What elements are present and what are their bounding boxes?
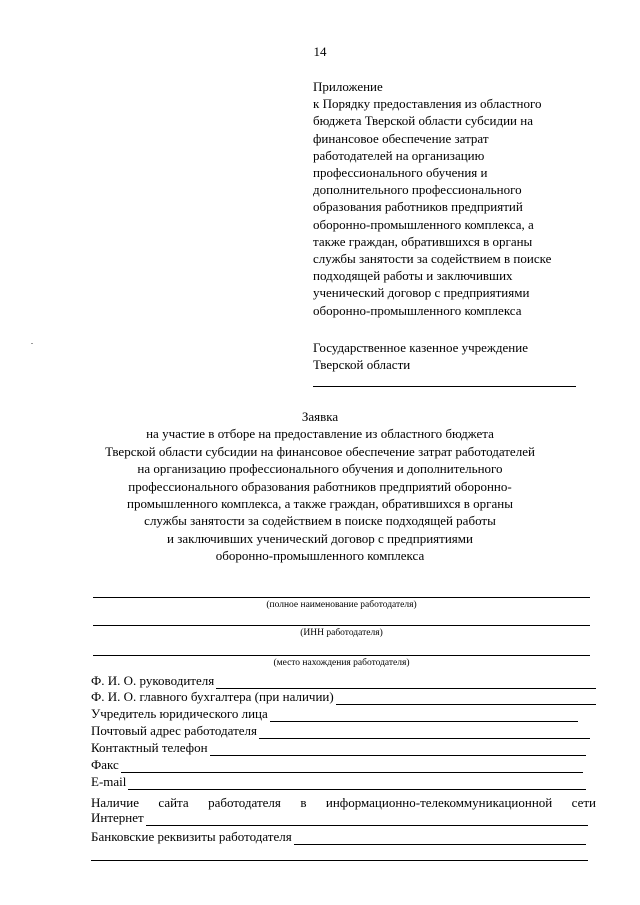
appendix-line: службы занятости за содействием в поиске xyxy=(313,251,552,267)
founder-input-line[interactable] xyxy=(270,709,578,722)
appendix-line: к Порядку предоставления из областного xyxy=(313,96,542,112)
application-line: на участие в отборе на предоставление из областного бюджета xyxy=(146,426,494,442)
email-input-line[interactable] xyxy=(128,777,586,790)
application-line: службы занятости за содействием в поиске подходящей работы xyxy=(144,513,496,529)
inn-caption: (ИНН работодателя) xyxy=(300,628,383,638)
fax-field xyxy=(91,757,583,773)
founder-field xyxy=(91,706,578,722)
appendix-line: бюджета Тверской области субсидии на xyxy=(313,113,533,129)
application-line: профессионального образования работников предприятий оборонно- xyxy=(128,478,512,494)
full-name-blank-line[interactable] xyxy=(93,597,590,598)
application-line: на организацию профессионального обучения и дополнительного xyxy=(137,461,503,477)
phone-label: Контактный телефон xyxy=(91,740,208,755)
application-line: и заключивших ученический договор с предприятиями xyxy=(167,530,473,546)
website-field xyxy=(91,810,588,826)
application-line: оборонно-промышленного комплекса xyxy=(215,548,425,564)
bank-details-label: Банковские реквизиты работодателя xyxy=(91,829,292,844)
bank-details-input-line[interactable] xyxy=(294,832,586,845)
head-name-field xyxy=(91,673,596,689)
head-name-input-line[interactable] xyxy=(216,676,596,689)
phone-input-line[interactable] xyxy=(210,743,586,756)
appendix-line: финансовое обеспечение затрат xyxy=(313,130,489,146)
inn-blank-line[interactable] xyxy=(93,625,590,626)
page-number: 14 xyxy=(313,44,327,59)
founder-label: Учредитель юридического лица xyxy=(91,706,268,721)
phone-field xyxy=(91,740,586,756)
head-name-label: Ф. И. О. руководителя xyxy=(91,673,215,688)
website-field-line1 xyxy=(91,795,596,811)
appendix-line: работодателей на организацию xyxy=(313,147,485,163)
institution-line: Государственное казенное учреждение xyxy=(313,340,528,355)
appendix-line: оборонно-промышленного комплекса, а xyxy=(313,216,534,232)
institution-blank-line[interactable] xyxy=(313,386,576,387)
website-input-line[interactable] xyxy=(146,813,588,826)
application-line: промышленного комплекса, а также граждан, обратившихся в органы xyxy=(127,496,513,512)
institution-line: Тверской области xyxy=(313,357,411,372)
application-title-block xyxy=(0,408,640,565)
appendix-line: подходящей работы и заключивших xyxy=(313,268,513,284)
appendix-line: также граждан, обратившихся в органы xyxy=(313,233,533,249)
fax-input-line[interactable] xyxy=(121,760,583,773)
full-name-caption: (полное наименование работодателя) xyxy=(266,600,417,610)
location-blank-line[interactable] xyxy=(93,655,590,656)
appendix-block xyxy=(313,78,613,319)
appendix-line: ученический договор с предприятиями xyxy=(313,285,530,301)
institution-block xyxy=(313,339,613,373)
application-title: Заявка xyxy=(301,409,339,424)
website-label-line1: Наличие сайта работодателя в информационно-телекоммуникационной сети xyxy=(91,795,596,810)
appendix-line: оборонно-промышленного комплекса xyxy=(313,302,522,318)
margin-mark xyxy=(31,343,33,344)
postal-address-field xyxy=(91,723,590,739)
email-label: E-mail xyxy=(91,774,127,789)
website-label-line2: Интернет xyxy=(91,810,144,825)
postal-address-input-line[interactable] xyxy=(259,726,590,739)
location-caption: (место нахождения работодателя) xyxy=(273,658,410,668)
chief-accountant-field xyxy=(91,689,596,705)
appendix-line: образования работников предприятий xyxy=(313,199,523,215)
application-line: Тверской области субсидии на финансовое обеспечение затрат работодателей xyxy=(105,443,535,459)
fax-label: Факс xyxy=(91,757,119,772)
bank-details-field xyxy=(91,829,586,845)
postal-address-label: Почтовый адрес работодателя xyxy=(91,723,257,738)
chief-accountant-label: Ф. И. О. главного бухгалтера (при наличии) xyxy=(91,689,334,704)
bank-details-extra-line[interactable] xyxy=(91,860,588,861)
email-field xyxy=(91,774,586,790)
appendix-line: дополнительного профессионального xyxy=(313,182,522,198)
chief-accountant-input-line[interactable] xyxy=(336,692,596,705)
appendix-line: Приложение xyxy=(313,79,383,94)
appendix-line: профессионального обучения и xyxy=(313,165,488,181)
